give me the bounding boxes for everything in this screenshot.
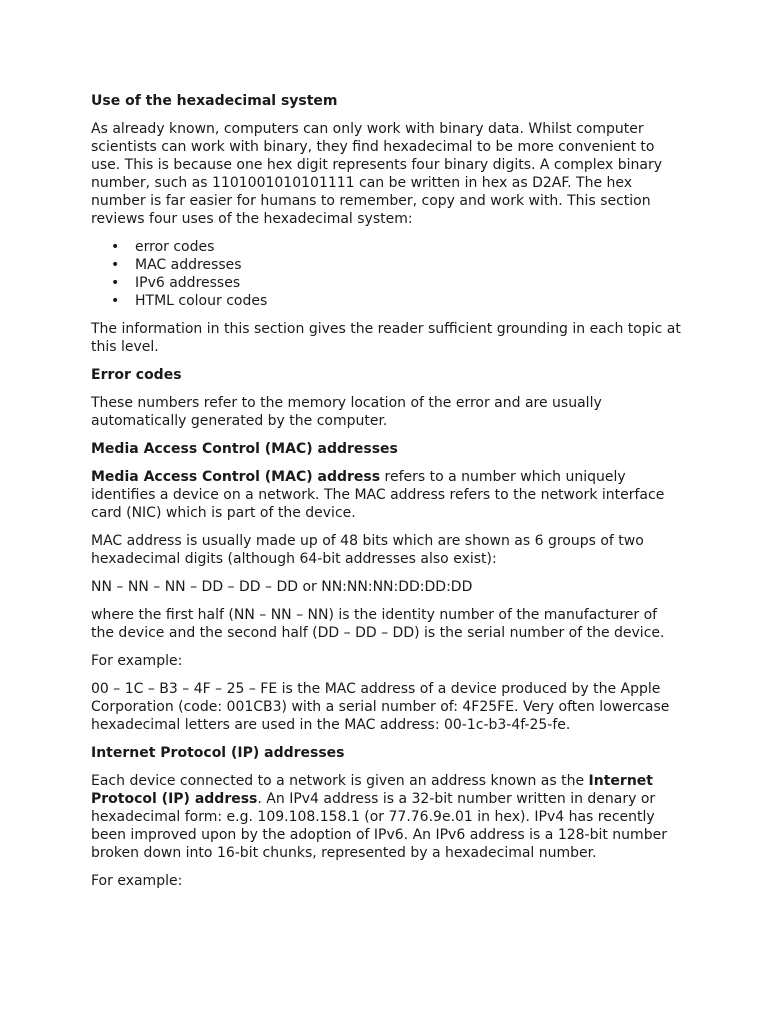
list-item [91, 256, 683, 274]
mac-format-line: NN – NN – NN – DD – DD – DD or NN:NN:NN:DD:DD:DD [91, 579, 473, 595]
list-item [91, 292, 683, 310]
mac-bits-paragraph: MAC address is usually made up of 48 bits which are shown as 6 groups of two hexadecimal digits (although 64-bit addresses also exist): [91, 533, 644, 567]
bullet-icon: • [111, 257, 120, 273]
ip-example-label: For example: [91, 873, 183, 889]
list-item [91, 274, 683, 292]
list-item [91, 238, 683, 256]
ip-term: Internet Protocol (IP) address [91, 773, 653, 807]
error-codes-paragraph: These numbers refer to the memory location of the error and are usually automatically generated by the computer. [91, 395, 602, 429]
bullet-icon: • [111, 239, 120, 255]
document-page [91, 92, 683, 900]
list-item-text: HTML colour codes [135, 293, 268, 309]
ip-definition-start: Each device connected to a network is given an address known as the [91, 773, 589, 789]
mac-example-label: For example: [91, 653, 183, 669]
intro-closing-paragraph: The information in this section gives the reader sufficient grounding in each topic at this level. [91, 321, 681, 355]
section-heading-error-codes: Error codes [91, 367, 182, 383]
mac-definition-text: refers to a number which uniquely identifies a device on a network. The MAC address refers to the network interface card (NIC) which is part of the device. [91, 469, 665, 521]
ip-definition-rest: . An IPv4 address is a 32-bit number written in denary or hexadecimal form: e.g. 109.108.158.1 (or 77.76.9e.01 in hex). IPv4 has recently been improved upon by the adoption of IPv6. An IPv6 address is a 128-bit number broken down into 16-bit chunks, represented by a hexadecimal number. [91, 791, 667, 861]
list-item-text: IPv6 addresses [135, 275, 241, 291]
mac-definition-paragraph [91, 468, 683, 522]
bullet-icon: • [111, 275, 120, 291]
section-heading-mac-addresses: Media Access Control (MAC) addresses [91, 441, 398, 457]
list-item-text: MAC addresses [135, 257, 242, 273]
bullet-icon: • [111, 293, 120, 309]
ip-definition-paragraph [91, 772, 683, 862]
intro-paragraph: As already known, computers can only work with binary data. Whilst computer scientists can work with binary, they find hexadecimal to be more convenient to use. This is because one hex digit represents four binary digits. A complex binary number, such as 1101001010101111 can be written in hex as D2AF. The hex number is far easier for humans to remember, copy and work with. This section reviews four uses of the hexadecimal system: [91, 121, 662, 227]
section-heading-hexadecimal-use: Use of the hexadecimal system [91, 93, 338, 109]
mac-example-paragraph: 00 – 1C – B3 – 4F – 25 – FE is the MAC address of a device produced by the Apple Corporation (code: 001CB3) with a serial number of: 4F25FE. Very often lowercase hexadecimal letters are used in the MAC address: 00-1c-b3-4f-25-fe. [91, 681, 670, 733]
uses-list [91, 238, 683, 310]
list-item-text: error codes [135, 239, 215, 255]
mac-halves-paragraph: where the first half (NN – NN – NN) is the identity number of the manufacturer of the device and the second half (DD – DD – DD) is the serial number of the device. [91, 607, 665, 641]
section-heading-ip-addresses: Internet Protocol (IP) addresses [91, 745, 345, 761]
mac-term: Media Access Control (MAC) address [91, 469, 381, 485]
